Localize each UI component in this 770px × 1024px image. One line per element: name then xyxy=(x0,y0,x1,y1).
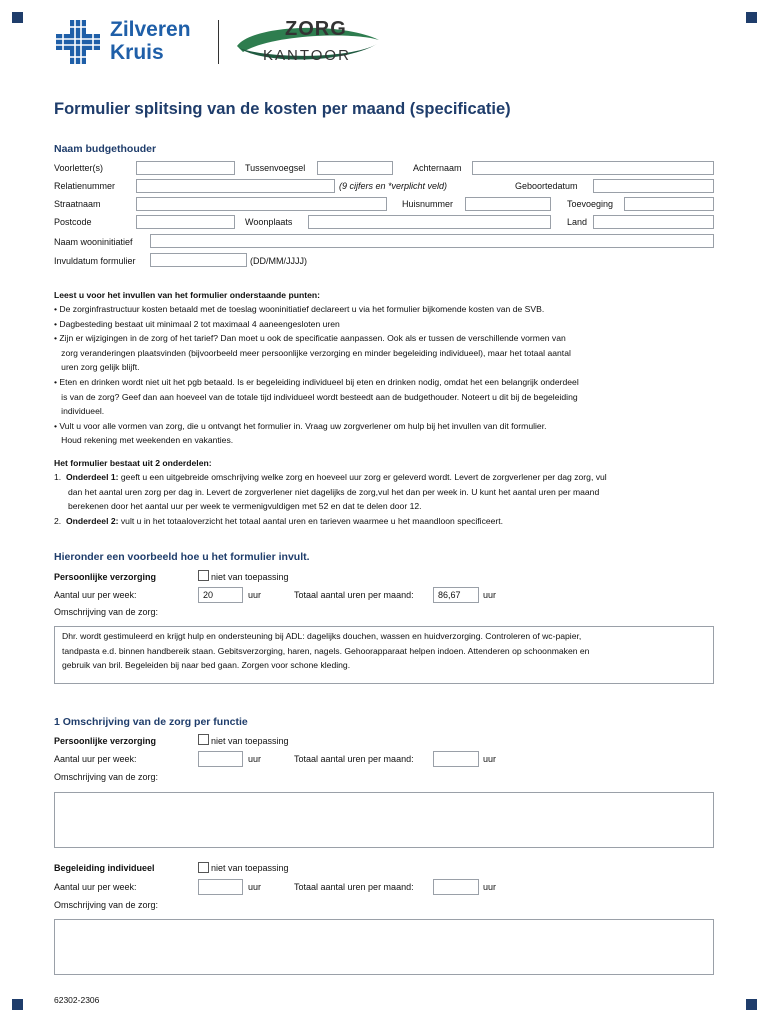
instruction-line: uren zorg gelijk blijft. xyxy=(54,362,140,373)
instruction-line: • Eten en drinken wordt niet uit het pgb betaald. Is er begeleiding individueel bij eten en drinken nodig, omdat het een belangrijk onderdeel xyxy=(54,376,579,387)
woonplaats-field[interactable] xyxy=(308,215,551,229)
logo-divider xyxy=(218,20,219,64)
voorbeeld-heading: Hieronder een voorbeeld hoe u het formulier invult. xyxy=(54,551,310,563)
bi-totaal-label: Totaal aantal uren per maand: xyxy=(294,882,414,892)
geboortedatum-field[interactable] xyxy=(593,179,714,193)
section-budgethouder: Naam budgethouder xyxy=(54,143,157,155)
item1-rest: geeft u een uitgebreide omschrijving welke zorg en hoeveel uur zorg er geleverd wordt. Levert de zorgverlener per dag zorg, vul xyxy=(118,472,607,482)
pv-nvt-label: niet van toepassing xyxy=(211,736,289,746)
voorbeeld-nvt-checkbox[interactable] xyxy=(198,570,209,581)
invuldatum-field[interactable] xyxy=(150,253,247,267)
bi-uur-label-2: uur xyxy=(483,882,497,892)
pv-label: Persoonlijke verzorging xyxy=(54,736,157,746)
pv-omschrijving-area[interactable] xyxy=(54,792,714,848)
item1-prefix: 1. xyxy=(54,472,66,482)
item2-prefix: 2. xyxy=(54,515,66,526)
bi-totaal-field[interactable] xyxy=(433,879,479,895)
label-geboortedatum: Geboortedatum xyxy=(515,181,578,191)
voorbeeld-uur-label: uur xyxy=(248,590,262,600)
instruction-line: is van de zorg? Geef dan aan hoeveel van de totale tijd individueel wordt besteedt aan de budgethouder. Noteert u dit bij de begeleiding xyxy=(54,391,578,402)
zilveren-kruis-logo xyxy=(54,18,214,68)
voorbeeld-omschrijving-area[interactable] xyxy=(54,626,714,684)
bi-label: Begeleiding individueel xyxy=(54,863,155,873)
voorbeeld-aantal-field[interactable]: 20 xyxy=(198,587,243,603)
datum-hint: (DD/MM/JJJJ) xyxy=(250,256,307,266)
voorbeeld-totaal-field[interactable]: 86,67 xyxy=(433,587,479,603)
page-title: Formulier splitsing van de kosten per maand (specificatie) xyxy=(54,100,511,118)
logo2-bottom: KANTOOR xyxy=(263,47,351,64)
bi-omschrijving-area[interactable] xyxy=(54,919,714,975)
postcode-field[interactable] xyxy=(136,215,235,229)
instruction-line: individueel. xyxy=(54,406,105,417)
pv-omschrijving-label: Omschrijving van de zorg: xyxy=(54,772,159,782)
corner-mark-bottom-right xyxy=(746,999,757,1010)
corner-mark-bottom-left xyxy=(12,999,23,1010)
onderdeel-2 xyxy=(54,514,607,529)
onderdeel-1 xyxy=(54,470,607,485)
instruction-line: • Dagbesteding bestaat uit minimaal 2 tot maximaal 4 aaneengesloten uren xyxy=(54,318,340,329)
land-field[interactable] xyxy=(593,215,714,229)
onderdeel-1-line3: berekenen door het aantal uur per week te vermenigvuldigen met 52 en dat te delen door 12. xyxy=(68,501,422,512)
voorletters-field[interactable] xyxy=(136,161,235,175)
label-toevoeging: Toevoeging xyxy=(567,199,614,209)
label-invuldatum: Invuldatum formulier xyxy=(54,256,136,266)
voorbeeld-omschrijving-label: Omschrijving van de zorg: xyxy=(54,607,159,617)
label-achternaam: Achternaam xyxy=(413,163,462,173)
corner-mark-top-left xyxy=(12,12,23,23)
instruction-line: • Vult u voor alle vormen van zorg, die u ontvangt het formulier in. Vraag uw zorgverlener om hulp bij het invullen van dit formulier. xyxy=(54,420,547,431)
voorbeeld-uur-label-2: uur xyxy=(483,590,497,600)
voorbeeld-totaal-label: Totaal aantal uren per maand: xyxy=(294,590,414,600)
voorbeeld-aantal-label: Aantal uur per week: xyxy=(54,590,137,600)
bi-aantal-field[interactable] xyxy=(198,879,243,895)
pv-uur-label-2: uur xyxy=(483,754,497,764)
pv-totaal-label: Totaal aantal uren per maand: xyxy=(294,754,414,764)
label-woonplaats: Woonplaats xyxy=(245,217,293,227)
onderdeel-1-line2: dan het aantal uren zorg per dag in. Levert de zorgverlener niet dagelijks de zorg,vul het dan per week in. U kunt het aantal uren per maand xyxy=(68,486,600,497)
functie-heading: 1 Omschrijving van de zorg per functie xyxy=(54,716,248,728)
huisnummer-field[interactable] xyxy=(465,197,551,211)
label-wooninitiatief: Naam wooninitiatief xyxy=(54,237,133,247)
instructions-list xyxy=(54,302,579,448)
pv-aantal-field[interactable] xyxy=(198,751,243,767)
label-land: Land xyxy=(567,217,588,227)
tussenvoegsel-field[interactable] xyxy=(317,161,393,175)
omschrijving-line: Dhr. wordt gestimuleerd en krijgt hulp en ondersteuning bij ADL: dagelijks douchen, wassen en huidverzorging. Controleren of wc-papier, xyxy=(62,631,582,641)
label-straatnaam: Straatnaam xyxy=(54,199,101,209)
item1-bold: Onderdeel 1: xyxy=(65,472,119,482)
straatnaam-field[interactable] xyxy=(136,197,387,211)
wooninitiatief-field[interactable] xyxy=(150,234,714,248)
corner-mark-top-right xyxy=(746,12,757,23)
form-code: 62302-2306 xyxy=(54,995,100,1005)
cross-icon xyxy=(54,18,102,66)
bi-nvt-checkbox[interactable] xyxy=(198,862,209,873)
instruction-line: • De zorginfrastructuur kosten betaald met de toeslag wooninitiatief declareert u via het formulier bijkomende kosten van de SVB. xyxy=(54,304,545,314)
bi-aantal-label: Aantal uur per week: xyxy=(54,882,137,892)
pv-uur-label: uur xyxy=(248,754,262,764)
instructions-heading: Leest u voor het invullen van het formulier onderstaande punten: xyxy=(54,290,320,300)
omschrijving-line: gebruik van bril. Begeleiden bij naar bed gaan. Zorgen voor schone kleding. xyxy=(62,660,351,670)
pv-totaal-field[interactable] xyxy=(433,751,479,767)
logo1-line1: Zilveren xyxy=(110,18,191,41)
logo1-line2: Kruis xyxy=(110,41,164,64)
label-huisnummer: Huisnummer xyxy=(402,199,454,209)
pv-nvt-checkbox[interactable] xyxy=(198,734,209,745)
relatienummer-field[interactable] xyxy=(136,179,335,193)
relatienummer-hint: (9 cijfers en *verplicht veld) xyxy=(339,181,448,191)
bi-uur-label: uur xyxy=(248,882,262,892)
onderdelen-list xyxy=(54,470,607,528)
omschrijving-line: tandpasta e.d. binnen handbereik staan. Gebitsverzorging, haren, nagels. Gehoorapparaat helpen indoen. Attenderen op schoonmaken en xyxy=(62,645,590,656)
bi-nvt-label: niet van toepassing xyxy=(211,863,289,873)
instruction-line: zorg veranderingen plaatsvinden (bijvoorbeeld meer persoonlijke verzorging en minder begeleiding individueel), maar het totaal aantal xyxy=(54,347,571,358)
label-relatienummer: Relatienummer xyxy=(54,181,116,191)
bi-omschrijving-label: Omschrijving van de zorg: xyxy=(54,900,159,910)
item2-bold: Onderdeel 2: xyxy=(65,515,119,526)
onderdelen-heading: Het formulier bestaat uit 2 onderdelen: xyxy=(54,458,212,468)
item2-rest: vult u in het totaaloverzicht het totaal aantal uren en tarieven waarmee u het maandloon specificeert. xyxy=(118,515,504,526)
pv-aantal-label: Aantal uur per week: xyxy=(54,754,137,764)
voorbeeld-category: Persoonlijke verzorging xyxy=(54,572,157,582)
instruction-line: • Zijn er wijzigingen in de zorg of het tarief? Dan moet u ook de specificatie aanpassen. Ook als er tussen de verschillende vormen van xyxy=(54,333,566,344)
instruction-line: Houd rekening met weekenden en vakanties. xyxy=(54,435,234,446)
label-postcode: Postcode xyxy=(54,217,92,227)
zorgkantoor-logo xyxy=(233,18,381,66)
achternaam-field[interactable] xyxy=(472,161,714,175)
logo2-top: ZORG xyxy=(285,18,347,40)
voorbeeld-nvt-label: niet van toepassing xyxy=(211,572,289,582)
label-voorletters: Voorletter(s) xyxy=(54,163,104,173)
label-tussenvoegsel: Tussenvoegsel xyxy=(245,163,306,173)
toevoeging-field[interactable] xyxy=(624,197,714,211)
